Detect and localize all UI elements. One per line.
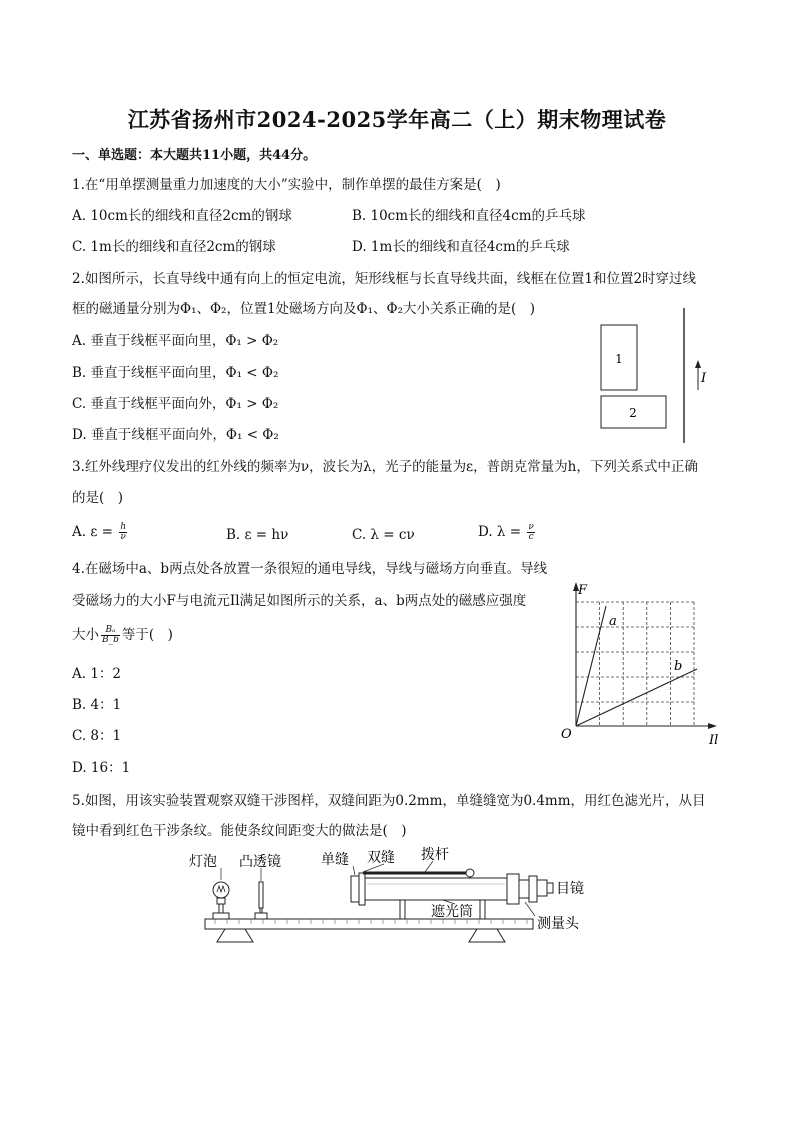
current-arrowhead xyxy=(695,360,701,368)
label-line-head xyxy=(525,902,535,916)
measuring-head xyxy=(507,874,519,904)
measuring-head-body xyxy=(519,880,529,898)
q3-option-a-prefix: A. ε = xyxy=(72,524,113,540)
lens-holder xyxy=(255,913,267,919)
label-line-single xyxy=(353,866,355,875)
q4-option-d[interactable]: D. 16：1 xyxy=(72,760,131,776)
q2-stem-line1: 2.如图所示，长直导线中通有向上的恒定电流，矩形线框与长直导线共面，线框在位置1和位置2时穿过线 xyxy=(72,271,697,287)
q5-apparatus-figure xyxy=(185,842,625,950)
bulb-holder xyxy=(213,913,229,919)
q3-option-d-prefix: D. λ = xyxy=(478,524,522,540)
bulb-base xyxy=(217,898,225,904)
bulb-icon xyxy=(213,882,229,898)
q4-line-b xyxy=(576,669,697,726)
bench-foot-right xyxy=(469,929,505,942)
q3-option-b[interactable]: B. ε = hν xyxy=(226,527,289,543)
double-slit xyxy=(359,873,365,905)
convex-lens xyxy=(259,882,263,908)
q5-stem-line2: 镜中看到红色干涉条纹。能使条纹间距变大的做法是( ) xyxy=(72,823,407,839)
eyepiece xyxy=(537,880,547,896)
q2-option-d[interactable]: D. 垂直于线框平面向外，Φ₁ < Φ₂ xyxy=(72,427,279,443)
q2-option-c[interactable]: C. 垂直于线框平面向外，Φ₁ > Φ₂ xyxy=(72,396,279,412)
q2-option-a[interactable]: A. 垂直于线框平面向里，Φ₁ > Φ₂ xyxy=(72,333,279,349)
q4-ratio-fraction: $\frac{\text{Bₐ}}{B\_b}$ xyxy=(102,625,119,645)
q1-option-d[interactable]: D. 1m长的细线和直径4cm的乒乓球 xyxy=(352,239,570,255)
q2-stem-line2: 框的磁通量分别为Φ₁、Φ₂，位置1处磁场方向及Φ₁、Φ₂大小关系正确的是( ) xyxy=(72,301,536,317)
label-bulb: 灯泡 xyxy=(189,854,217,870)
q3-option-a[interactable] xyxy=(72,523,129,542)
lever-knob[interactable] xyxy=(466,869,474,877)
eyepiece-cap xyxy=(547,883,553,893)
q3-option-a-fraction: $\frac{h}{\nu}$ xyxy=(120,522,127,542)
q1-option-c[interactable]: C. 1m长的细线和直径2cm的钢球 xyxy=(72,239,276,255)
q3-option-c[interactable]: C. λ = cν xyxy=(352,527,415,543)
q5-stem-line1: 5.如图，用该实验装置观察双缝干涉图样，双缝间距为0.2mm，单缝缝宽为0.4mm，用红色滤光片，从目 xyxy=(72,793,706,809)
q4-option-a[interactable]: A. 1：2 xyxy=(72,666,122,682)
q1-stem: 1.在“用单摆测量重力加速度的大小”实验中，制作单摆的最佳方案是( ) xyxy=(72,177,501,193)
optical-bench xyxy=(205,919,533,929)
q4-option-b[interactable]: B. 4：1 xyxy=(72,697,122,713)
q2-option-b[interactable]: B. 垂直于线框平面向里，Φ₁ < Φ₂ xyxy=(72,365,279,381)
label-lever: 拨杆 xyxy=(421,847,449,863)
frame-label-2: 2 xyxy=(629,406,637,420)
label-eyepiece: 目镜 xyxy=(556,881,584,897)
q1-option-a[interactable]: A. 10cm长的细线和直径2cm的钢球 xyxy=(72,208,292,224)
bulb-stand xyxy=(219,904,223,913)
frame-label-1: 1 xyxy=(615,352,623,366)
q4-axis-label-f: F xyxy=(578,583,588,598)
lens-post xyxy=(260,908,262,913)
tube-support-left xyxy=(400,900,405,919)
page-title: 江苏省扬州市2024-2025学年高二（上）期末物理试卷 xyxy=(127,107,667,132)
label-double-slit: 双缝 xyxy=(367,850,395,866)
label-single-slit: 单缝 xyxy=(321,852,349,868)
q4-line-a xyxy=(576,606,606,726)
light-shielding-tube xyxy=(365,878,507,900)
q3-option-d-fraction: $\frac{\nu}{c}$ xyxy=(528,522,534,542)
single-slit xyxy=(351,876,359,902)
q4-stem-line2: 受磁场力的大小F与电流元Il满足如图所示的关系，a、b两点处的磁感应强度 xyxy=(72,593,527,609)
label-measuring-head: 测量头 xyxy=(537,916,579,932)
q4-graph xyxy=(556,578,756,750)
q4-stem-line1: 4.在磁场中a、b两点处各放置一条很短的通电导线，导线与磁场方向垂直。导线 xyxy=(72,561,548,577)
q4-origin-label: O xyxy=(561,727,572,742)
q4-stem-line3: 大小 $\frac{\text{Bₐ}}{B\_b}$ 等于( ) xyxy=(72,625,173,645)
label-shielding-tube: 遮光筒 xyxy=(431,904,473,920)
q4-option-c[interactable]: C. 8：1 xyxy=(72,728,122,744)
label-convex-lens: 凸透镜 xyxy=(239,854,281,870)
q4-x-arrowhead xyxy=(708,723,717,729)
bench-foot-left xyxy=(217,929,253,942)
section-heading: 一、单选题：本大题共11小题，共44分。 xyxy=(72,148,317,163)
q4-line-label-a: a xyxy=(609,614,617,629)
q3-option-d[interactable] xyxy=(478,523,537,542)
current-label: I xyxy=(701,371,707,386)
q1-option-b[interactable]: B. 10cm长的细线和直径4cm的乒乓球 xyxy=(352,208,586,224)
q4-line-label-b: b xyxy=(674,659,683,674)
q4-axis-label-il: Il xyxy=(709,733,719,748)
q3-stem-line2: 的是( ) xyxy=(72,490,124,506)
tube-support-right xyxy=(480,900,485,919)
q3-stem-line1: 3.红外线理疗仪发出的红外线的频率为ν，波长为λ，光子的能量为ε，普朗克常量为h，下列关系式中正确 xyxy=(72,459,698,475)
q2-figure xyxy=(595,305,715,445)
measuring-drum[interactable] xyxy=(529,876,537,902)
